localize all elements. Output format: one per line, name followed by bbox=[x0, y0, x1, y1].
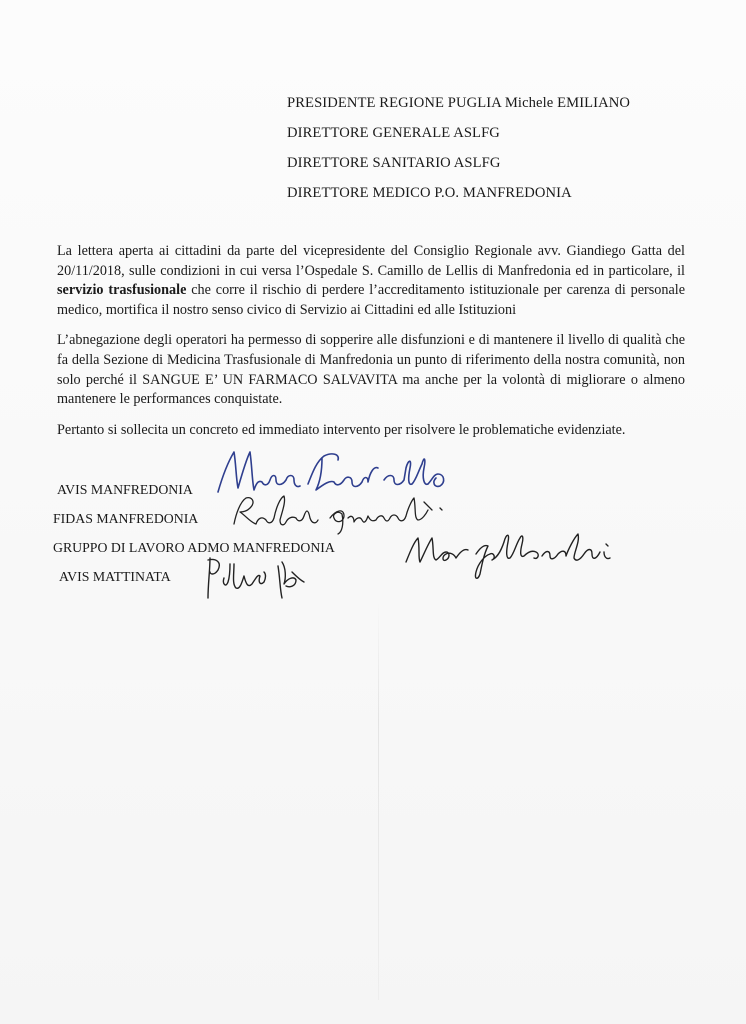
signature-admo-manfredonia bbox=[398, 524, 628, 582]
body-paragraph-2: L’abnegazione degli operatori ha permesso di sopperire alle disfunzioni e di mantenere il livello di qualità che fa della Sezione di Medicina Trasfusionale di Manfredonia un punto di riferimento della nostra comunità, non solo perché il SANGUE E’ UN FARMACO SALVAVITA ma anche per la volontà di migliorare o almeno mantenere le performances conquistate. bbox=[57, 332, 685, 408]
signatory-avis-mattinata: AVIS MATTINATA bbox=[59, 569, 171, 584]
signatory-admo-manfredonia: GRUPPO DI LAVORO ADMO MANFREDONIA bbox=[53, 540, 335, 555]
p1-text-end: che corre il rischio di perdere l’accreditamento istituzionale per carenza di personale medico, mortifica il nostro senso civico di Servizio ai Cittadini ed alle Istituzioni bbox=[57, 282, 685, 318]
recipients-block bbox=[287, 93, 630, 213]
letter-body bbox=[57, 242, 685, 451]
recipient-line: DIRETTORE MEDICO P.O. MANFREDONIA bbox=[287, 185, 572, 201]
signatory-fidas-manfredonia: FIDAS MANFREDONIA bbox=[53, 511, 199, 526]
signature-avis-manfredonia bbox=[212, 444, 467, 506]
p1-bold-phrase: servizio trasfusionale bbox=[57, 282, 187, 299]
signature-avis-mattinata bbox=[200, 548, 310, 606]
body-paragraph-1 bbox=[57, 242, 685, 320]
recipient-line: PRESIDENTE REGIONE PUGLIA Michele EMILIANO bbox=[287, 95, 631, 111]
paper-fold bbox=[378, 600, 379, 1000]
signature-fidas-manfredonia bbox=[228, 488, 478, 538]
signatory-avis-manfredonia: AVIS MANFREDONIA bbox=[57, 482, 193, 497]
p1-text-start: La lettera aperta ai cittadini da parte del vicepresidente del Consiglio Regionale avv. Giandiego Gatta del 20/11/2018, sulle condizioni in cui versa l’Ospedale S. Camillo de Lellis di Manfredonia ed in particolare, il bbox=[57, 243, 685, 279]
recipient-line: DIRETTORE GENERALE ASLFG bbox=[287, 125, 500, 141]
recipient-line: DIRETTORE SANITARIO ASLFG bbox=[287, 155, 501, 171]
body-paragraph-3: Pertanto si sollecita un concreto ed immediato intervento per risolvere le problematiche evidenziate. bbox=[57, 421, 626, 438]
